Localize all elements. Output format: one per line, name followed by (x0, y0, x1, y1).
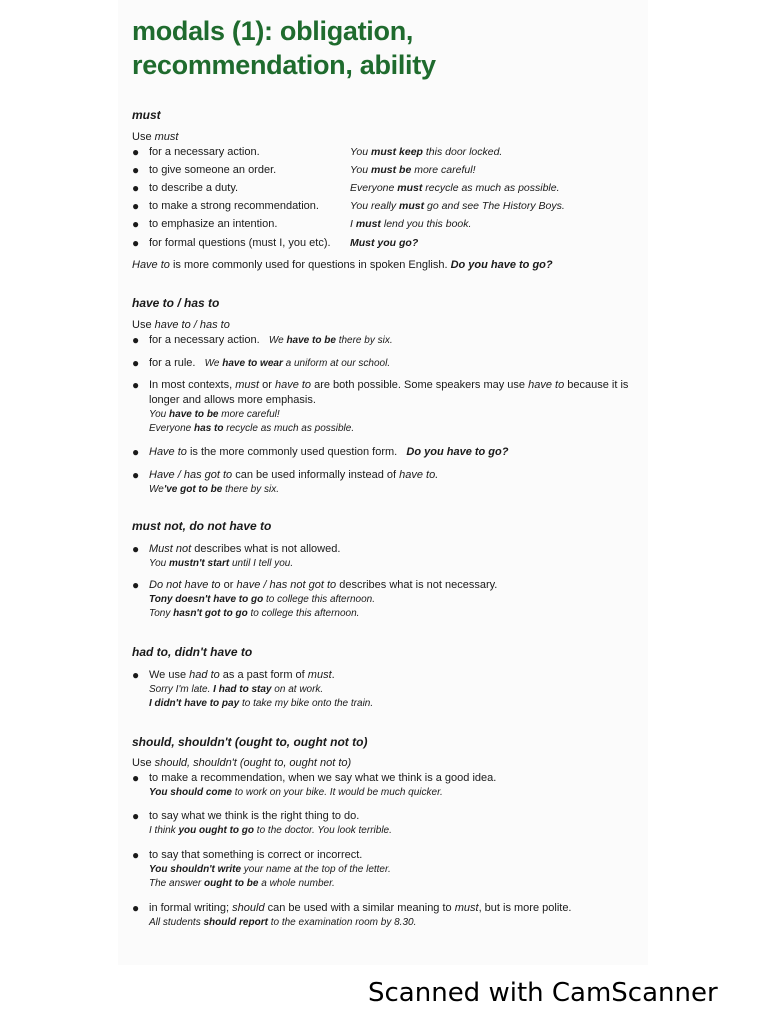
bullet-icon: ● (132, 145, 140, 159)
list-item: ● in formal writing; should can be used with a similar meaning to must, but is more polite. All students should report to the examination room by 8.30. (132, 901, 572, 928)
section-heading-had-to: had to, didn't have to (132, 645, 253, 659)
list-item: ● We use had to as a past form of must. Sorry I'm late. I had to stay on at work. I didn't have to pay to take my bike onto the train. (132, 668, 374, 709)
bullet-icon: ● (132, 848, 140, 862)
bullet-icon: ● (132, 542, 140, 556)
section-heading-should: should, shouldn't (ought to, ought not to) (132, 735, 368, 749)
bullet-icon: ● (132, 163, 140, 177)
list-item: ● In most contexts, must or have to are both possible. Some speakers may use have to because it is longer and allows more emphasis. You have to be more careful! Everyone has to recycle as much as possible. (132, 378, 629, 434)
bullet-icon: ● (132, 181, 140, 195)
must-note: Have to is more commonly used for questions in spoken English. Do you have to go? (132, 259, 553, 271)
title-line-2: recommendation, ability (132, 50, 436, 80)
list-item: ● to say what we think is the right thing to do. I think you ought to go to the doctor. You look terrible. (132, 809, 392, 836)
list-item: ● Do not have to or have / has not got to describes what is not necessary. Tony doesn't have to go to college this afternoon. Tony hasn't got to go to college this afternoon. (132, 578, 498, 619)
list-item: ● to say that something is correct or incorrect. You shouldn't write your name at the top of the letter. The answer ought to be a whole number. (132, 848, 391, 889)
page-title (132, 14, 436, 82)
bullet-icon: ● (132, 771, 140, 785)
bullet-icon: ● (132, 809, 140, 823)
section-heading-must: must (132, 108, 161, 122)
list-item: ● Must not describes what is not allowed. You mustn't start until I tell you. (132, 542, 341, 569)
list-item: ● to make a recommendation, when we say what we think is a good idea. You should come to work on your bike. It would be much quicker. (132, 771, 497, 798)
title-line-1: modals (1): obligation, (132, 16, 414, 46)
bullet-icon: ● (132, 199, 140, 213)
bullet-icon: ● (132, 901, 140, 915)
bullet-icon: ● (132, 668, 140, 682)
list-item: ● Have / has got to can be used informally instead of have to. We've got to be there by six. (132, 468, 439, 495)
bullet-icon: ● (132, 578, 140, 592)
bullet-icon: ● (132, 445, 140, 459)
list-item: ● for a rule. We have to wear a uniform at our school. (132, 356, 391, 370)
scanner-watermark: Scanned with CamScanner (368, 978, 718, 1008)
should-intro: Use should, shouldn't (ought to, ought not to) (132, 757, 352, 769)
list-item: ● for a necessary action. We have to be there by six. (132, 333, 393, 347)
list-item: ● Have to is the more commonly used question form. Do you have to go? (132, 445, 509, 459)
have-to-intro: Use have to / has to (132, 319, 230, 331)
bullet-icon: ● (132, 217, 140, 231)
bullet-icon: ● (132, 356, 140, 370)
bullet-icon: ● (132, 333, 140, 347)
bullet-icon: ● (132, 468, 140, 482)
bullet-icon: ● (132, 236, 140, 250)
section-heading-have-to: have to / has to (132, 296, 220, 310)
must-intro: Use must (132, 131, 179, 143)
section-heading-must-not: must not, do not have to (132, 519, 272, 533)
bullet-icon: ● (132, 378, 140, 392)
